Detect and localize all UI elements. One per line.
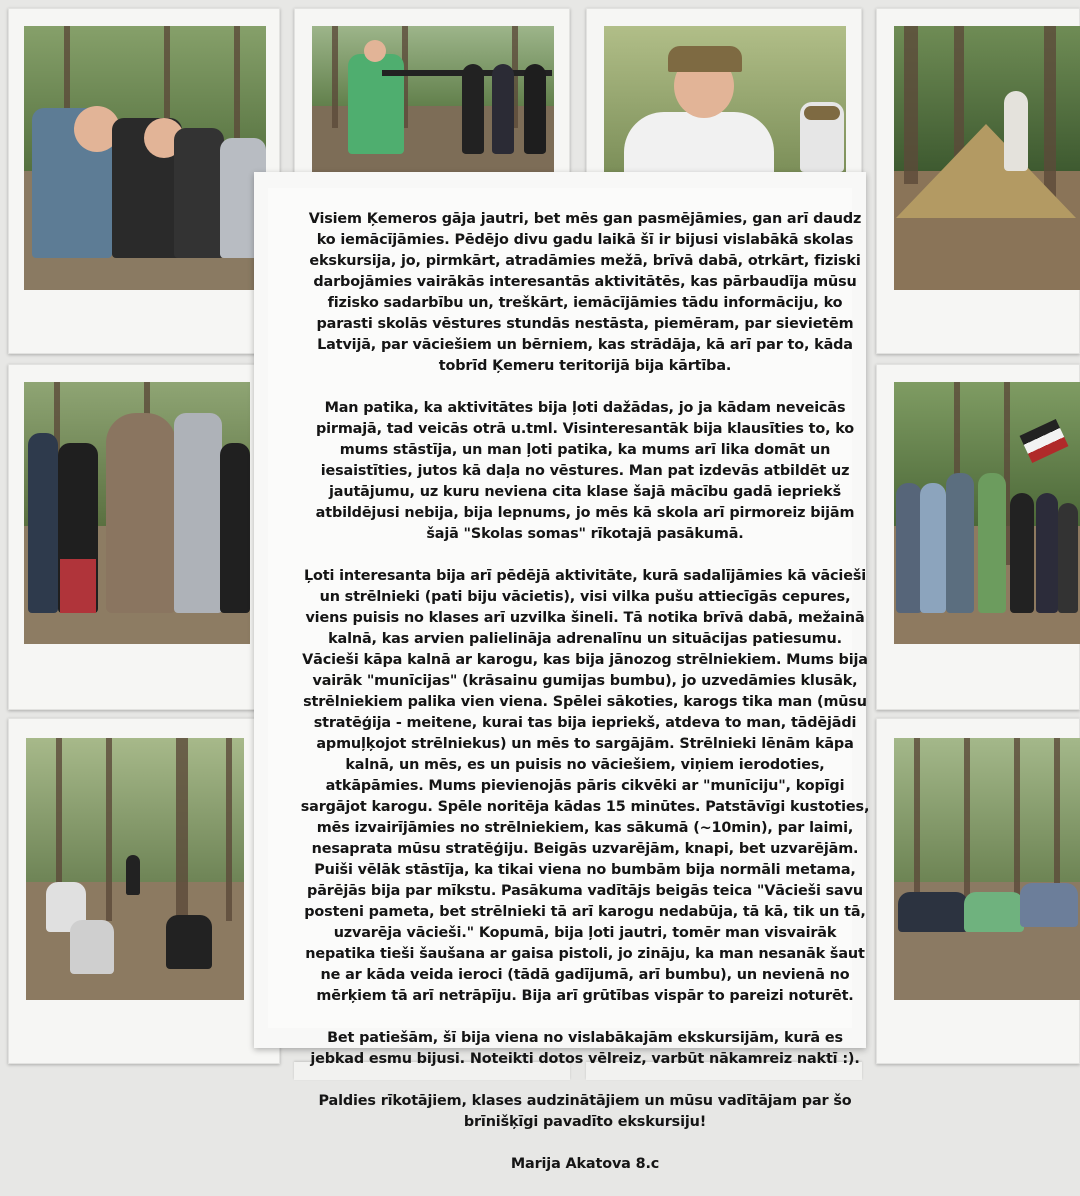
photo-crawling-exercise xyxy=(894,738,1080,1000)
photo-group-with-flag xyxy=(894,382,1080,644)
photo-boy-with-rifle xyxy=(312,26,554,172)
story-paragraph-4: Bet patiešām, šī bija viena no vislabākajām ekskursijām, kurā es jebkad esmu bijusi. Noteikti dotos vēlreiz, varbūt nākamreiz naktī :). xyxy=(310,1030,860,1067)
photo-tent xyxy=(894,26,1080,290)
photo-running-game xyxy=(26,738,244,1000)
story-paragraph-5: Paldies rīkotājiem, klases audzinātājiem un mūsu vadītājam par šo brīnišķīgi pavadīto ekskursiju! xyxy=(318,1093,852,1130)
story-signature: Marija Akatova 8.c xyxy=(510,1156,660,1172)
story-paragraph-2: Man patika, ka aktivitātes bija ļoti dažādas, jo ja kādam neveicās pirmajā, tad veicās otrā u.tml. Visinteresantāk bija klausīties to, ko mums stāstīja, un man ļoti patika, ka mums arī lika domāt un iesaistīties, jutos kā daļa no vēstures. Man pat izdevās atbildēt uz jautājumu, uz kuru neviena cita klase šajā mācību gadā iepriekš atbildējusi nebija, bija lepnums, jo mēs kā skola arī pirmoreiz bijām šajā "Skolas somas" rīkotajā pasākumā. xyxy=(315,400,855,542)
story-paragraph-1: Visiem Ķemeros gāja jautri, bet mēs gan pasmējāmies, gan arī daudz ko iemācījāmies. Pēdējo divu gadu laikā šī ir bijusi vislabākā skolas ekskursija, jo, pirmkārt, atradāmies mežā, brīvā dabā, otrkārt, fiziski darbojāmies vairākās interesantās aktivitātēs, kas pārbaudīja mūsu fizisko sadarbību un, treškārt, iemācījāmies tādu informāciju, ko parasti skolās vēstures stundās nestāsta, piemēram, par sievietēm Latvijā, par vāciešiem un bērniem, kas strādāja, kā arī par to, kāda tobrīd Ķemeru teritorijā bija kārtība. xyxy=(308,211,862,374)
photo-boy-in-cap xyxy=(604,26,846,172)
story-paragraph-3: Ļoti interesanta bija arī pēdējā aktivitāte, kurā sadalījāmies kā vācieši un strēlnieki (pati biju vācietis), visi vilka pušu attiecīgās cepures, viens puisis no klases arī uzvilka šineli. Tā notika brīvā dabā, mežainā kalnā, kas arvien palielināja adrenalīnu un situācijas patiesumu. Vācieši kāpa kalnā ar karogu, kas bija jānozog strēlniekiem. Mums bija vairāk "munīcijas" (krāsainu gumijas bumbu), jo uzvedāmies klusāk, strēlniekiem palika vien viena. Spēlei sākoties, karogs tika man (mūsu stratēģija - meitene, kurai tas bija iepriekš, atdeva to man, tādējādi apmuļķojot strēlniekus) un mēs to sargājām. Strēlnieki lēnām kāpa kalnā, un mēs, es un puisis no vāciešiem, viņiem ierodoties, atkāpāmies. Mums pievienojās pāris cikvēki ar "munīciju", kopīgi sargājot karogu. Spēle noritēja kādas 15 minūtes. Patstāvīgi kustoties, mēs izvairījāmies no strēlniekiem, kas sākumā (~10min), par laimi, nesaprata mūsu stratēģiju. Beigās uzvarējām, knapi, bet uzvarējām. Puiši vēlāk stāstīja, ka tikai viena no bumbām bija normāli metama, pārējās bija par mīkstu. Pasākuma vadītājs beigās teica "Vācieši savu posteni pameta, bet strēlnieki tā arī karogu nedabūja, tā kā, tik un tā, uzvarēja vācieši." Kopumā, bija ļoti jautri, tomēr man visvairāk nepatika tieši šaušana ar gaisa pistoli, jo zināju, ka man nesanāk šaut ne ar kāda veida ieroci (tādā gadījumā, arī bumbu), un nevienā no mērķiem tā arī netrāpīju. Bija arī grūtības vispār to pareizi noturēt. xyxy=(300,568,870,1004)
photo-costumed-group xyxy=(24,382,250,644)
story-text xyxy=(300,188,870,1196)
photo-girls-in-caps xyxy=(24,26,266,290)
